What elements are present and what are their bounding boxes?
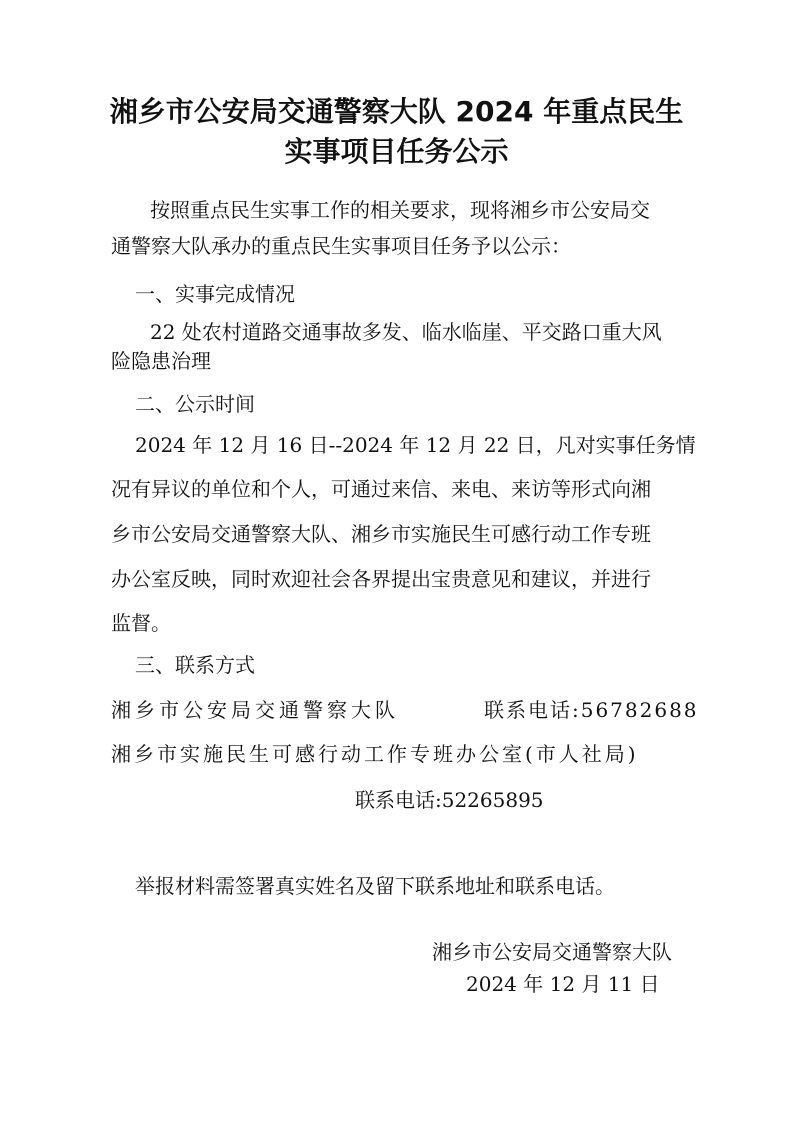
section1-item-line2: 险隐患治理 — [111, 349, 211, 373]
document-title-line1: 湘乡市公安局交通警察大队 2024 年重点民生 — [109, 95, 684, 128]
contact1-phone: 联系电话:56782688 — [484, 698, 699, 722]
intro-paragraph-line2: 通警察大队承办的重点民生实事项目任务予以公示： — [111, 234, 571, 258]
signature-organization: 湘乡市公安局交通警察大队 — [432, 940, 672, 964]
contact2-organization: 湘乡市实施民生可感行动工作专班办公室(市人社局) — [111, 742, 639, 766]
report-notice: 举报材料需签署真实姓名及留下联系地址和联系电话。 — [135, 874, 615, 898]
section2-line4: 办公室反映，同时欢迎社会各界提出宝贵意见和建议，并进行 — [111, 567, 651, 591]
section3-heading: 三、联系方式 — [135, 653, 255, 677]
section2-line5: 监督。 — [111, 611, 171, 635]
contact1-organization: 湘乡市公安局交通警察大队 — [111, 698, 399, 722]
section1-heading: 一、实事完成情况 — [135, 282, 295, 306]
section2-line2: 况有异议的单位和个人，可通过来信、来电、来访等形式向湘 — [111, 477, 651, 501]
intro-paragraph-line1: 按照重点民生实事工作的相关要求，现将湘乡市公安局交 — [150, 198, 650, 222]
contact2-phone: 联系电话:52265895 — [355, 788, 544, 812]
section2-line3: 乡市公安局交通警察大队、湘乡市实施民生可感行动工作专班 — [111, 522, 651, 546]
section1-item-line1: 22 处农村道路交通事故多发、临水临崖、平交路口重大风 — [150, 320, 662, 344]
signature-date: 2024 年 12 月 11 日 — [466, 972, 660, 996]
section2-heading: 二、公示时间 — [135, 392, 255, 416]
document-title-line2: 实事项目任务公示 — [284, 135, 509, 168]
section2-line1: 2024 年 12 月 16 日--2024 年 12 月 22 日，凡对实事任务情 — [135, 433, 696, 457]
